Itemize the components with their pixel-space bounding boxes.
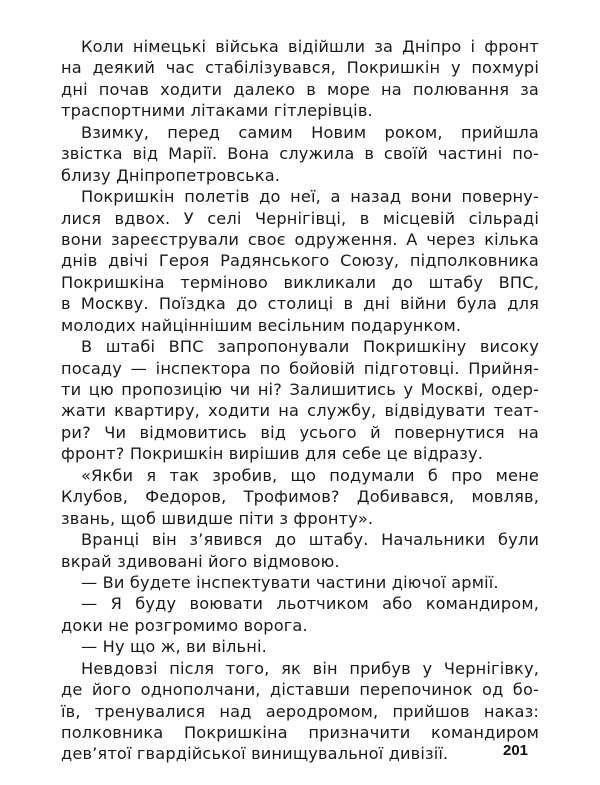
text-line: — Я буду воювати льотчиком або командиром, — [81, 594, 539, 614]
text-line: вони зареєстрували своє одруження. А через кілька — [61, 229, 539, 249]
text-line: на деякий час стабілізувався, Покришкін у похмурі — [61, 58, 539, 78]
text-line: В штабі ВПС запропонували Покришкіну високу — [81, 337, 539, 357]
text-line: лися вдвох. У селі Чернігівці, в місцевій сільраді — [61, 208, 539, 228]
text-line: дні почав ходити далеко в море на полювання за — [61, 79, 539, 99]
text-line: траспортними літаками гітлерівців. — [61, 101, 373, 121]
text-line: їв, тренувалися над аеродромом, прийшов наказ: — [61, 701, 539, 721]
text-line: звістка від Марії. Вона служила в своїй частині по- — [61, 144, 539, 164]
text-line: ри? Чи відмовитись від усього й повернутися на — [61, 422, 539, 442]
text-line: звань, щоб швидше піти з фронту». — [61, 508, 374, 528]
text-line: фронт? Покришкін вирішив для себе це відразу. — [61, 444, 484, 464]
text-line: «Якби я так зробив, що подумали б про мене — [81, 465, 539, 485]
page-number: 201 — [503, 742, 529, 759]
page-body-text — [61, 36, 539, 765]
text-line: вкрай здивовані його відмовою. — [61, 551, 340, 571]
text-line: Вранці він з’явився до штабу. Начальники були — [81, 530, 539, 550]
text-line: посаду — інспектора по бойовій підготовці. Прийня- — [61, 358, 539, 378]
text-line: жати квартиру, ходити на службу, відвідувати теат- — [61, 401, 539, 421]
text-line: в Москву. Поїздка до столиці в дні війни була для — [61, 294, 539, 314]
text-line: молодих найціннішим весільним подарунком. — [61, 315, 462, 335]
text-line: — Ну що ж, ви вільні. — [81, 637, 267, 657]
text-line: ти цю пропозицію чи ні? Залишитись у Москві, одер- — [61, 380, 539, 399]
text-line: — Ви будете інспектувати частини діючої армії. — [81, 572, 499, 592]
text-line: Невдовзі після того, як він прибув у Чернігівку, — [81, 658, 539, 678]
text-line: Покришкіна терміново викликали до штабу ВПС, — [61, 272, 539, 292]
text-line: Покришкін полетів до неї, а назад вони поверну- — [81, 187, 539, 207]
text-line: Взимку, перед самим Новим роком, прийшла — [81, 122, 539, 142]
text-line: доки не розгромимо ворога. — [61, 615, 308, 635]
text-line: де його однополчани, діставши перепочинок од бо- — [61, 680, 539, 700]
text-line: полковника Покришкіна призначити командиром — [61, 723, 539, 742]
text-line: дев’ятої гвардійської винищувальної дивізії. — [61, 744, 449, 764]
text-line: близу Дніпропетровська. — [61, 165, 281, 185]
text-line: днів двічі Героя Радянського Союзу, підполковника — [61, 251, 539, 271]
text-line: Клубов, Федоров, Трофимов? Добивався, мовляв, — [61, 487, 539, 507]
text-line: Коли німецькі війська відійшли за Дніпро і фронт — [81, 37, 539, 56]
